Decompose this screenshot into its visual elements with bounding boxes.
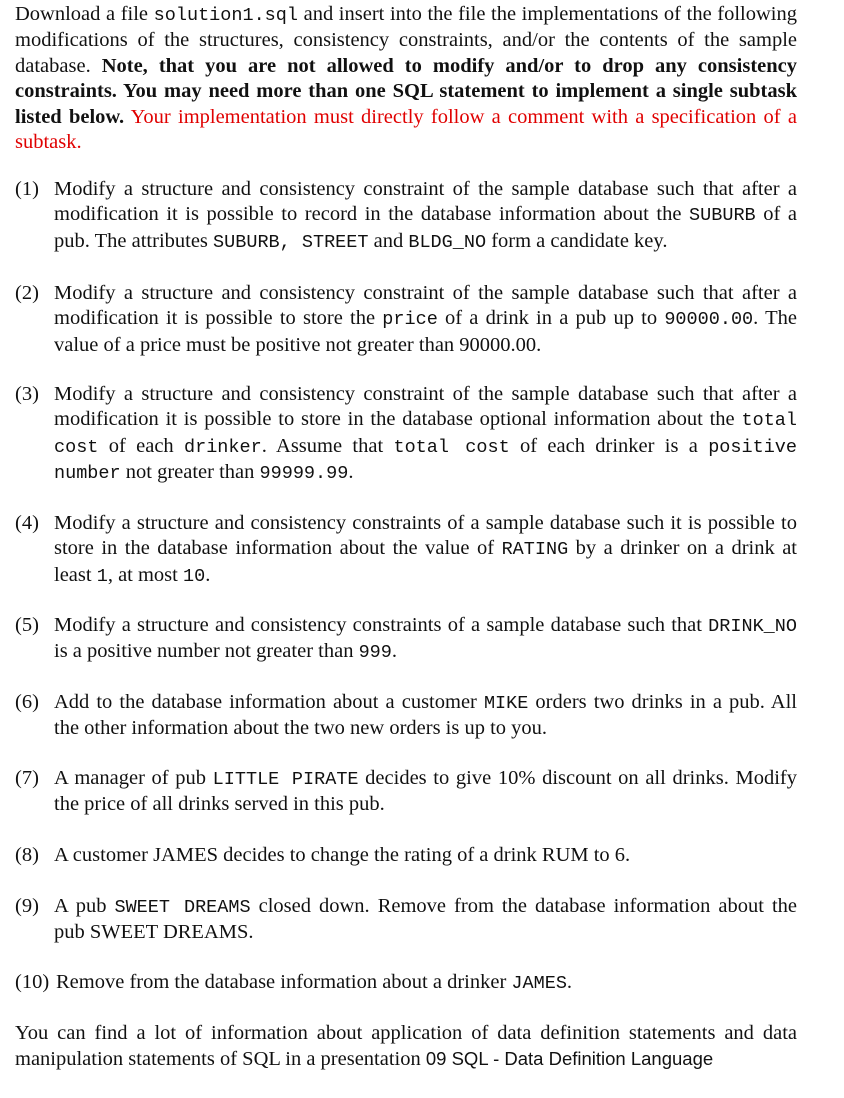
task-text: decides to give 10% discount on all drinks. Modify the price of all drinks served in this pub. [54,767,797,816]
task-text: Modify a structure and consistency constraints of a sample database such that [54,614,709,636]
task-9 [15,894,797,946]
task-5 [15,613,797,666]
task-2 [15,281,797,358]
footer-paragraph [15,1021,797,1073]
task-text: and [368,229,409,252]
task-text: A manager of pub [54,767,213,789]
intro-filename: solution1.sql [153,5,298,26]
task-text: of a pub. The attributes [54,203,797,252]
task-text: Modify a structure and consistency constraint of the sample database such that after a modification it is possible to record in the database information about the [54,178,797,226]
task-text: of a drink in a pub up to [437,307,665,330]
task-4 [15,511,797,589]
task-number: (10) [15,971,50,993]
task-number: (7) [15,767,39,789]
task-text: . Assume that [261,434,394,457]
intro-text-2: and insert into the file the implementations of the following modifications of the structures, consistency constraints, and/or the contents of the sample database. [15,3,797,77]
task-text: orders two drinks in a pub. All the other information about the two new orders is up to you. [54,691,798,740]
task-code: drinker [184,436,262,458]
task-number: (6) [15,691,39,713]
task-text: is a positive number not greater than [54,640,359,663]
task-code: LITTLE PIRATE [212,769,359,790]
intro-paragraph [15,2,797,155]
task-number: (3) [15,383,39,405]
task-text: . [348,461,354,484]
task-code: positive number [54,436,798,485]
task-code: SWEET DREAMS [114,897,251,918]
task-code: BLDG_NO [408,231,487,253]
task-text: form a candidate key. [486,229,668,252]
task-text: , at most [107,563,183,586]
task-text: . The value of a price must be positive not greater than 90000.00. [54,307,797,356]
task-text: of each [98,434,184,457]
task-number: (5) [15,614,39,636]
task-text: Add to the database information about a customer [54,691,484,713]
intro-text-1: Download a file [15,3,154,25]
intro-note: Note, that you are not allowed to modify and/or to drop any consistency constraints. You may need more than one SQL statement to implement a single subtask listed below. [15,54,797,128]
task-code: 90000.00 [664,309,754,331]
task-6 [15,690,797,742]
task-number: (4) [15,512,39,534]
task-3 [15,382,797,487]
task-text: Remove from the database information about a drinker [56,971,512,993]
task-code: 99999.99 [259,463,349,485]
task-code: price [382,309,438,331]
task-text: closed down. Remove from the database information about the pub SWEET DREAMS. [54,895,797,944]
task-text: not greater than [120,461,260,484]
task-text: A pub [54,895,115,917]
task-code: SUBURB [689,205,756,227]
task-code: 10 [182,565,206,587]
task-number: (2) [15,282,39,304]
task-text: . [205,563,211,586]
task-8 [15,843,797,868]
task-text: Modify a structure and consistency constraint of the sample database such that after a modification it is possible to store the [54,282,797,330]
task-text: of each drinker is a [509,434,709,457]
task-code: DRINK_NO [708,616,797,637]
task-number: (9) [15,895,39,917]
task-code: SUBURB, STREET [213,231,369,253]
task-code: 999 [358,642,392,664]
task-text: Modify a structure and consistency constraints of a sample database such it is possible to store in the database information about the value of [54,512,797,560]
task-text: . [566,971,573,993]
task-7 [15,766,797,818]
presentation-reference: 09 SQL - Data Definition Language [425,1048,714,1070]
task-text: Modify a structure and consistency constraint of the sample database such that after a modification it is possible to store in the database optional information about the [54,383,797,431]
task-text: A customer JAMES decides to change the rating of a drink RUM to 6. [54,844,631,866]
task-text: . [391,640,398,663]
task-code: 1 [96,565,108,587]
task-code: RATING [501,539,569,561]
footer-text: You can find a lot of information about application of data definition statements and data manipulation statements of SQL in a presentation [15,1022,797,1071]
intro-red-note: Your implementation must directly follow a comment with a specification of a subtask. [15,105,797,154]
task-code: JAMES [511,973,567,994]
task-code: MIKE [483,693,529,714]
task-10 [15,970,797,996]
task-number: (8) [15,844,39,866]
task-code: total cost [393,436,510,458]
task-code: total cost [54,410,797,458]
task-number: (1) [15,178,39,200]
task-1 [15,177,797,255]
task-text: by a drinker on a drink at least [54,537,797,586]
